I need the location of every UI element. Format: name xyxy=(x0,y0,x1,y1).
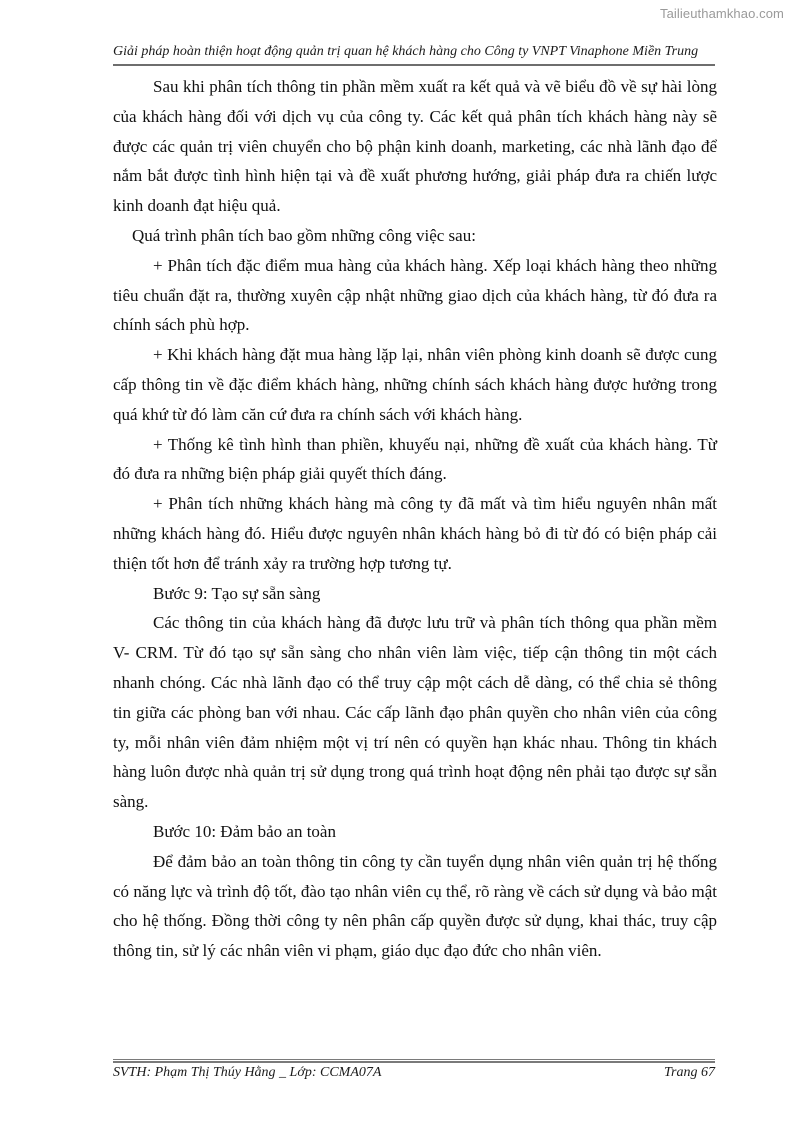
section-heading: Bước 9: Tạo sự sẵn sàng xyxy=(153,583,321,603)
list-item: + Phân tích những khách hàng mà công ty đã mất và tìm hiểu nguyên nhân mất những khách hàng đó. Hiểu được nguyên nhân khách hàng bỏ đi từ đó có biện pháp cải thiện tốt hơn để tránh xảy ra trường hợp tương tự. xyxy=(113,494,717,573)
page-footer xyxy=(113,1064,715,1082)
section-heading: Bước 10: Đảm bảo an toàn xyxy=(153,821,336,841)
paragraph: Để đảm bảo an toàn thông tin công ty cần tuyển dụng nhân viên quản trị hệ thống có năng lực và trình độ tốt, đào tạo nhân viên cụ thể, rõ ràng về cách sử dụng và bảo mật cho hệ thống. Đồng thời công ty nên phân cấp quyền được sử dụng, khai thác, truy cập thông tin, sử lý các nhân viên vi phạm, giáo dục đạo đức cho nhân viên. xyxy=(113,851,717,961)
watermark: Tailieuthamkhao.com xyxy=(659,6,784,21)
header-divider xyxy=(113,64,715,66)
document-body xyxy=(113,72,717,966)
running-header: Giải pháp hoàn thiện hoạt động quản trị quan hệ khách hàng cho Công ty VNPT Vinaphone Miền Trung xyxy=(113,44,699,59)
paragraph: Sau khi phân tích thông tin phần mềm xuất ra kết quả và vẽ biểu đồ về sự hài lòng của khách hàng đối với dịch vụ của công ty. Các kết quả phân tích khách hàng này sẽ được các quản trị viên chuyển cho bộ phận kinh doanh, marketing, các nhà lãnh đạo để nắm bắt được tình hình hiện tại và đề xuất phương hướng, giải pháp đưa ra chiến lược kinh doanh đạt hiệu quả. xyxy=(113,77,717,216)
footer-divider-thin xyxy=(113,1059,715,1060)
paragraph: Các thông tin của khách hàng đã được lưu trữ và phân tích thông qua phần mềm V- CRM. Từ đó tạo sự sẵn sàng cho nhân viên làm việc, tiếp cận thông tin một cách nhanh chóng. Các nhà lãnh đạo có thể truy cập một cách dễ dàng, có thể chia sẻ thông tin giữa các phòng ban với nhau. Các cấp lãnh đạo phân quyền cho nhân viên của công ty, mỗi nhân viên đảm nhiệm một vị trí nên có quyền hạn khác nhau. Thông tin khách hàng luôn được nhà quản trị sử dụng trong quá trình hoạt động nên phải tạo được sự sẵn sàng. xyxy=(113,613,717,812)
page-number: Trang 67 xyxy=(664,1065,715,1080)
footer-divider-thick xyxy=(113,1061,715,1063)
footer-author: SVTH: Phạm Thị Thúy Hằng _ Lớp: CCMA07A xyxy=(113,1065,382,1080)
list-item: + Khi khách hàng đặt mua hàng lặp lại, nhân viên phòng kinh doanh sẽ được cung cấp thông tin về đặc điểm khách hàng, những chính sách khách hàng được hưởng trong quá khứ từ đó làm căn cứ đưa ra chính sách với khách hàng. xyxy=(113,345,717,424)
paragraph: Quá trình phân tích bao gồm những công việc sau: xyxy=(132,225,476,245)
list-item: + Thống kê tình hình than phiền, khuyếu nại, những đề xuất của khách hàng. Từ đó đưa ra những biện pháp giải quyết thích đáng. xyxy=(113,434,717,484)
list-item: + Phân tích đặc điểm mua hàng của khách hàng. Xếp loại khách hàng theo những tiêu chuẩn đặt ra, thường xuyên cập nhật những giao dịch của khách hàng, từ đó đưa ra chính sách phù hợp. xyxy=(113,255,717,335)
